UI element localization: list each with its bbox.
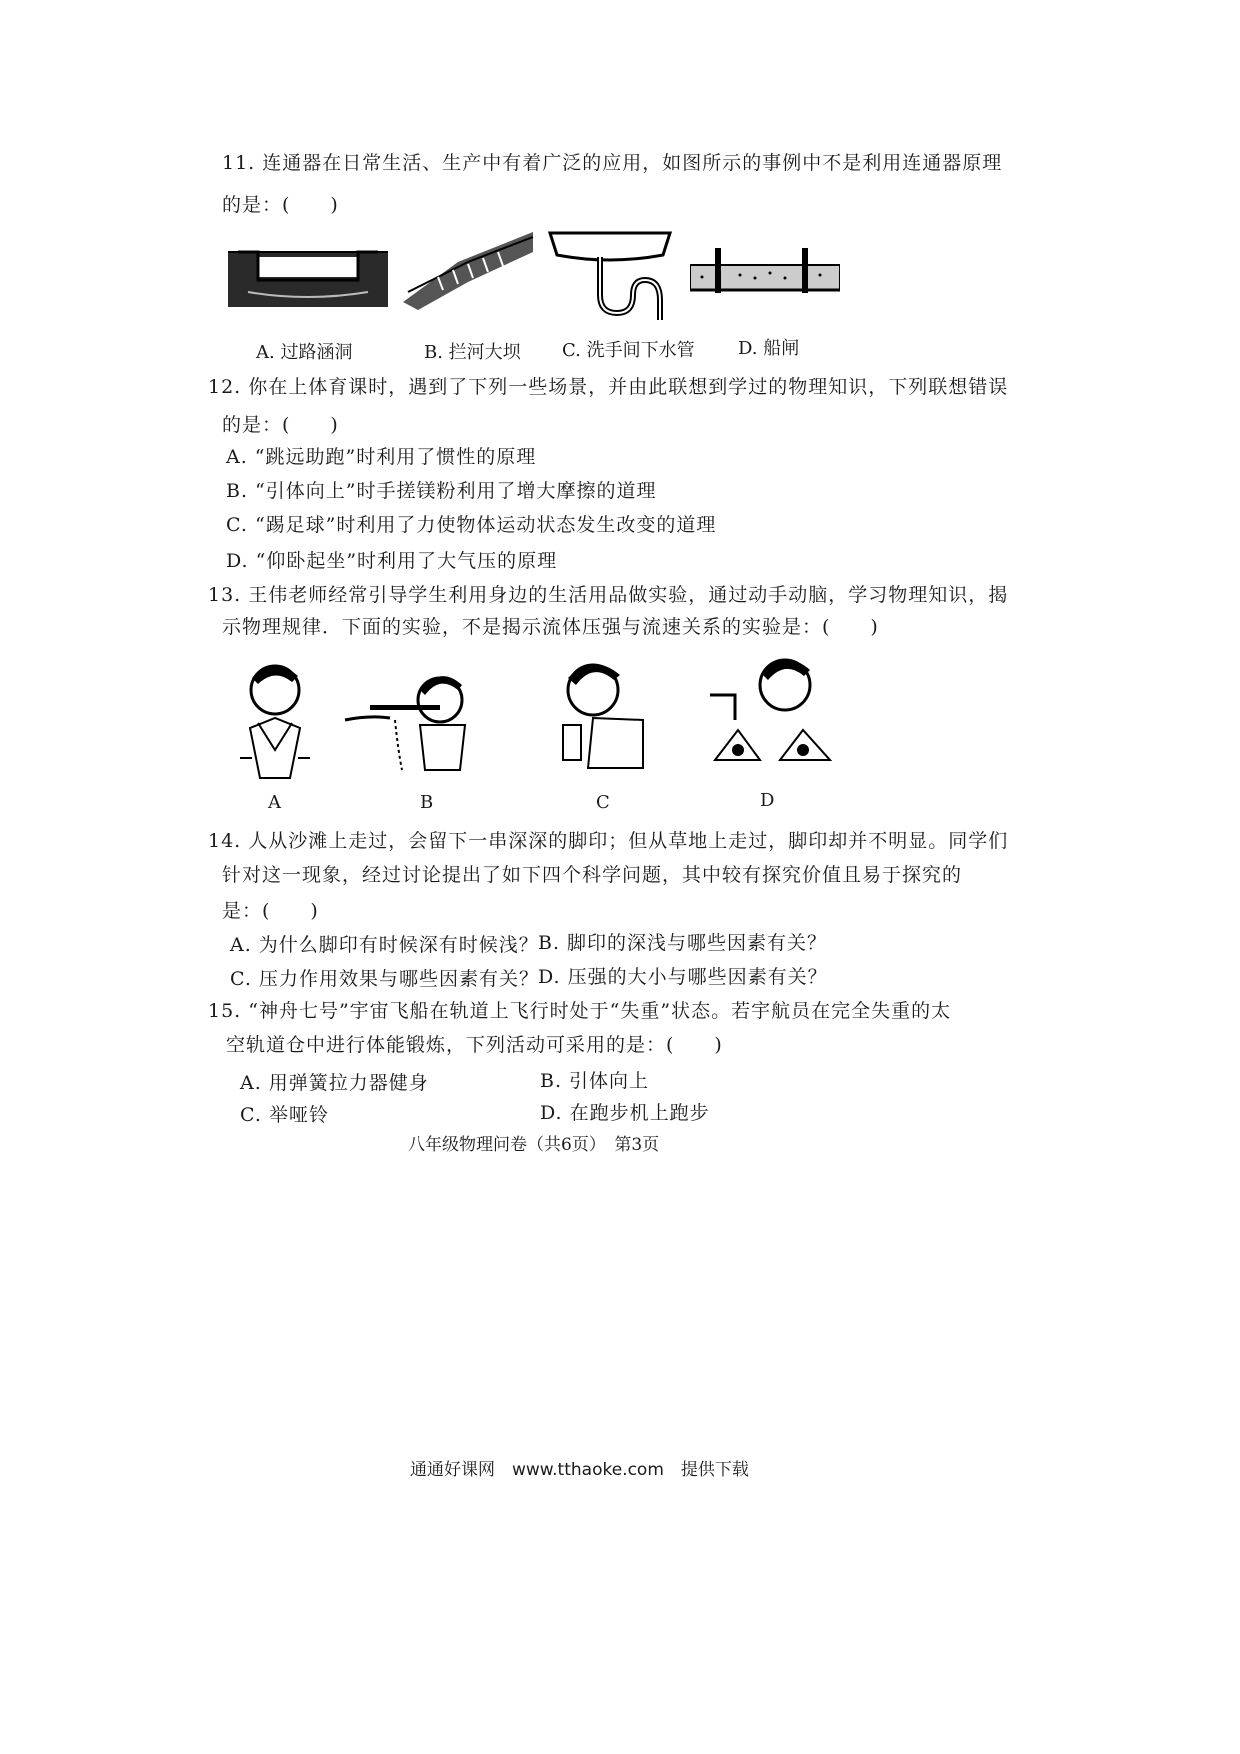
q13-caption-c: C	[596, 792, 610, 813]
q13-figure-c-drinking-straw	[548, 650, 648, 770]
q13-figure-a-blowing-paper	[230, 658, 320, 788]
q13-caption-a: A	[268, 792, 281, 813]
q11-figure-culvert	[228, 232, 388, 312]
page-footer: 八年级物理问卷（共6页） 第3页	[408, 1135, 660, 1155]
q11-caption-c: C. 洗手间下水管	[562, 340, 695, 361]
q14-option-d: D. 压强的大小与哪些因素有关？	[538, 966, 828, 988]
q14-text-line3: 是：( )	[222, 900, 319, 922]
q12-text-line2: 的是：( )	[222, 414, 339, 436]
q11-caption-d: D. 船闸	[738, 338, 800, 359]
q11-text-line2: 的是：( )	[222, 194, 339, 216]
q13-caption-b: B	[420, 792, 434, 813]
q12-option-c: C. “踢足球”时利用了力使物体运动状态发生改变的道理	[226, 514, 717, 536]
q13-figure-d-funnel-ball	[700, 650, 840, 780]
q13-caption-d: D	[760, 790, 775, 811]
q14-text-line2: 针对这一现象，经过讨论提出了如下四个科学问题，其中较有探究价值且易于探究的	[222, 864, 963, 886]
q12-option-d: D. “仰卧起坐”时利用了大气压的原理	[226, 550, 558, 572]
q11-figure-dam	[398, 222, 538, 312]
q15-option-d: D. 在跑步机上跑步	[540, 1102, 710, 1124]
q13-text-line2: 示物理规律．下面的实验，不是揭示流体压强与流速关系的实验是：( )	[222, 616, 879, 638]
q15-option-c: C. 举哑铃	[240, 1104, 329, 1126]
q15-text-line2: 空轨道仓中进行体能锻炼，下列活动可采用的是：( )	[226, 1034, 723, 1056]
q14-option-c: C. 压力作用效果与哪些因素有关？	[230, 968, 539, 990]
q11-figure-sink-drain	[545, 225, 675, 320]
q12-option-a: A. “跳远助跑”时利用了惯性的原理	[226, 446, 537, 468]
q14-option-b: B. 脚印的深浅与哪些因素有关？	[538, 932, 828, 954]
q15-option-b: B. 引体向上	[540, 1070, 650, 1092]
q12-option-b: B. “引体向上”时手搓镁粉利用了增大摩擦的道理	[226, 480, 657, 502]
q13-figure-b-blowing-strip	[340, 660, 480, 780]
q13-text-line1: 13. 王伟老师经常引导学生利用身边的生活用品做实验，通过动手动脑，学习物理知识，揭	[208, 584, 1009, 606]
q11-figure-ship-lock	[690, 240, 840, 305]
site-footer: 通通好课网 www.tthaoke.com 提供下载	[410, 1460, 749, 1480]
q14-option-a: A. 为什么脚印有时候深有时候浅？	[230, 934, 539, 956]
q12-text-line1: 12. 你在上体育课时，遇到了下列一些场景，并由此联想到学过的物理知识，下列联想错误	[208, 376, 1009, 398]
q11-caption-a: A. 过路涵洞	[256, 342, 353, 363]
q14-text-line1: 14. 人从沙滩上走过，会留下一串深深的脚印；但从草地上走过，脚印却并不明显。同学们	[208, 830, 1009, 852]
q11-caption-b: B. 拦河大坝	[424, 342, 521, 363]
q15-text-line1: 15. “神舟七号”宇宙飞船在轨道上飞行时处于“失重”状态。若宇航员在完全失重的太	[208, 1000, 952, 1022]
q15-option-a: A. 用弹簧拉力器健身	[240, 1072, 429, 1094]
q11-text-line1: 11. 连通器在日常生活、生产中有着广泛的应用，如图所示的事例中不是利用连通器原理	[222, 152, 1003, 174]
